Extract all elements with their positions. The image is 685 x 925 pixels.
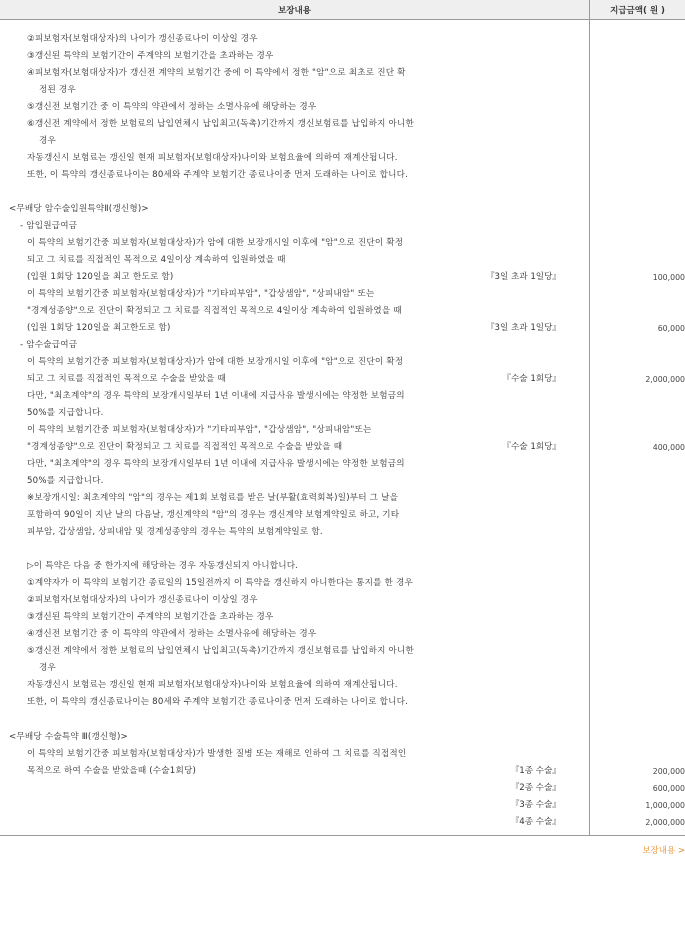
text-line: 이 특약의 보험기간중 피보험자(보험대상자)가 발생한 질병 또는 재해로 인하여 그 치료를 직접적인	[27, 749, 407, 759]
text-line: 경우	[39, 136, 57, 146]
text-line: ⑤갱신전 보험기간 중 이 특약의 약관에서 정하는 소멸사유에 해당하는 경우	[27, 102, 317, 112]
condition-label: 『3일 초과 1일당』	[485, 323, 561, 333]
text-line: 목적으로 하여 수술을 받았을때 (수술1회당)	[27, 766, 197, 776]
text-line: 또한, 이 특약의 갱신종료나이는 80세와 주계약 보험기간 종료나이중 먼저 도래하는 나이로 합니다.	[27, 697, 409, 707]
condition-label: 『4종 수술』	[510, 817, 561, 827]
text-line: ▷이 특약은 다음 중 한가지에 해당하는 경우 자동갱신되지 아니합니다.	[27, 561, 299, 571]
text-line: 되고 그 치료를 직접적인 목적으로 4일이상 계속하여 입원하였을 때	[27, 255, 286, 265]
text-line: 되고 그 치료를 직접적인 목적으로 수술을 받았을 때	[27, 374, 227, 384]
text-line: 이 특약의 보험기간중 피보험자(보험대상자)가 "기타피부암", "갑상샘암", "상피내암" 또는	[27, 289, 375, 299]
text-line: 이 특약의 보험기간중 피보험자(보험대상자)가 암에 대한 보장개시일 이후에 "암"으로 진단이 확정	[27, 238, 404, 248]
text-line: (입원 1회당 120일을 최고 한도로 함)	[27, 272, 174, 282]
text-line: ⑤갱신전 계약에서 정한 보험료의 납입연체시 납입최고(독촉)기간까지 갱신보험료를 납입하지 아니한	[27, 646, 415, 656]
text-line: 피부암, 갑상샘암, 상피내암 및 경계성종양의 경우는 특약의 보험계약일로 함.	[27, 527, 323, 537]
condition-label: 『1종 수술』	[510, 766, 561, 776]
text-line: ④갱신전 보험기간 중 이 특약의 약관에서 정하는 소멸사유에 해당하는 경우	[27, 629, 317, 639]
text-line: ⑥갱신전 계약에서 정한 보험료의 납입연체시 납입최고(독촉)기간까지 갱신보험료를 납입하지 아니한	[27, 119, 415, 129]
text-line: ④피보험자(보험대상자)가 갱신전 계약의 보험기간 중에 이 특약에서 정한 "암"으로 최초로 진단 확	[27, 68, 406, 78]
text-line: 이 특약의 보험기간중 피보험자(보험대상자)가 "기타피부암", "갑상샘암", "상피내암"또는	[27, 425, 372, 435]
condition-label: 『2종 수술』	[510, 783, 561, 793]
header-coverage: 보장내용	[278, 6, 311, 16]
amount-value: 200,000	[652, 767, 685, 776]
text-line: ①계약자가 이 특약의 보험기간 종료일의 15일전까지 이 특약을 갱신하지 아니한다는 통지를 한 경우	[27, 578, 413, 588]
text-line: 이 특약의 보험기간중 피보험자(보험대상자)가 암에 대한 보장개시일 이후에 "암"으로 진단이 확정	[27, 357, 404, 367]
amount-value: 400,000	[652, 443, 685, 452]
text-line: ③갱신된 특약의 보험기간이 주계약의 보험기간을 초과하는 경우	[27, 612, 274, 622]
condition-label: 『3종 수술』	[510, 800, 561, 810]
amount-value: 100,000	[652, 273, 685, 282]
coverage-link[interactable]: 보장내용 >	[642, 846, 685, 856]
text-line: 정된 경우	[39, 85, 76, 95]
text-line: 경우	[39, 663, 57, 673]
condition-label: 『수술 1회당』	[502, 442, 561, 452]
condition-label: 『3일 초과 1일당』	[485, 272, 561, 282]
text-line: 포함하여 90일이 지난 날의 다음날, 갱신계약의 "암"의 경우는 갱신계약 보험계약일로 하고, 기타	[27, 510, 400, 520]
text-line: (입원 1회당 120일을 최고한도로 함)	[27, 323, 171, 333]
header-amount: 지급금액( 원 )	[610, 6, 665, 16]
text-line: ※보장개시일: 최초계약의 "암"의 경우는 제1회 보험료를 받은 날(부활(효력회복)일)부터 그 날을	[27, 493, 399, 503]
text-line: 다만, "최초계약"의 경우 특약의 보장개시일부터 1년 이내에 지급사유 발생시에는 약정한 보험금의	[27, 391, 405, 401]
text-line: ③갱신된 특약의 보험기간이 주계약의 보험기간을 초과하는 경우	[27, 51, 274, 61]
text-line: 또한, 이 특약의 갱신종료나이는 80세와 주계약 보험기간 종료나이중 먼저 도래하는 나이로 합니다.	[27, 170, 409, 180]
text-line: "경계성종양"으로 진단이 확정되고 그 치료를 직접적인 목적으로 수술을 받았을 때	[27, 442, 343, 452]
amount-value: 60,000	[657, 324, 685, 333]
text-line: 다만, "최초계약"의 경우 특약의 보장개시일부터 1년 이내에 지급사유 발생시에는 약정한 보험금의	[27, 459, 405, 469]
table-bottom-border	[0, 835, 685, 836]
column-divider	[589, 0, 590, 836]
amount-value: 1,000,000	[645, 801, 685, 810]
text-line: ②피보험자(보험대상자)의 나이가 갱신종료나이 이상일 경우	[27, 34, 258, 44]
table-header	[0, 0, 685, 20]
text-line: <무배당 암수술입원특약Ⅱ(갱신형)>	[9, 204, 149, 214]
amount-value: 2,000,000	[645, 818, 685, 827]
amount-value: 600,000	[652, 784, 685, 793]
text-line: - 암수술급여금	[20, 340, 78, 350]
text-line: "경계성종양"으로 진단이 확정되고 그 치료를 직접적인 목적으로 4일이상 계속하여 입원하였을 때	[27, 306, 402, 316]
text-line: 50%를 지급합니다.	[27, 476, 104, 486]
text-line: - 암입원급여금	[20, 221, 78, 231]
text-line: 자동갱신시 보험료는 갱신일 현재 피보험자(보험대상자)나이와 보험요율에 의하여 재계산됩니다.	[27, 153, 398, 163]
text-line: ②피보험자(보험대상자)의 나이가 갱신종료나이 이상일 경우	[27, 595, 258, 605]
amount-value: 2,000,000	[645, 375, 685, 384]
text-line: 자동갱신시 보험료는 갱신일 현재 피보험자(보험대상자)나이와 보험요율에 의하여 재계산됩니다.	[27, 680, 398, 690]
text-line: 50%를 지급합니다.	[27, 408, 104, 418]
text-line: <무배당 수술특약 Ⅲ(갱신형)>	[9, 732, 128, 742]
condition-label: 『수술 1회당』	[502, 374, 561, 384]
